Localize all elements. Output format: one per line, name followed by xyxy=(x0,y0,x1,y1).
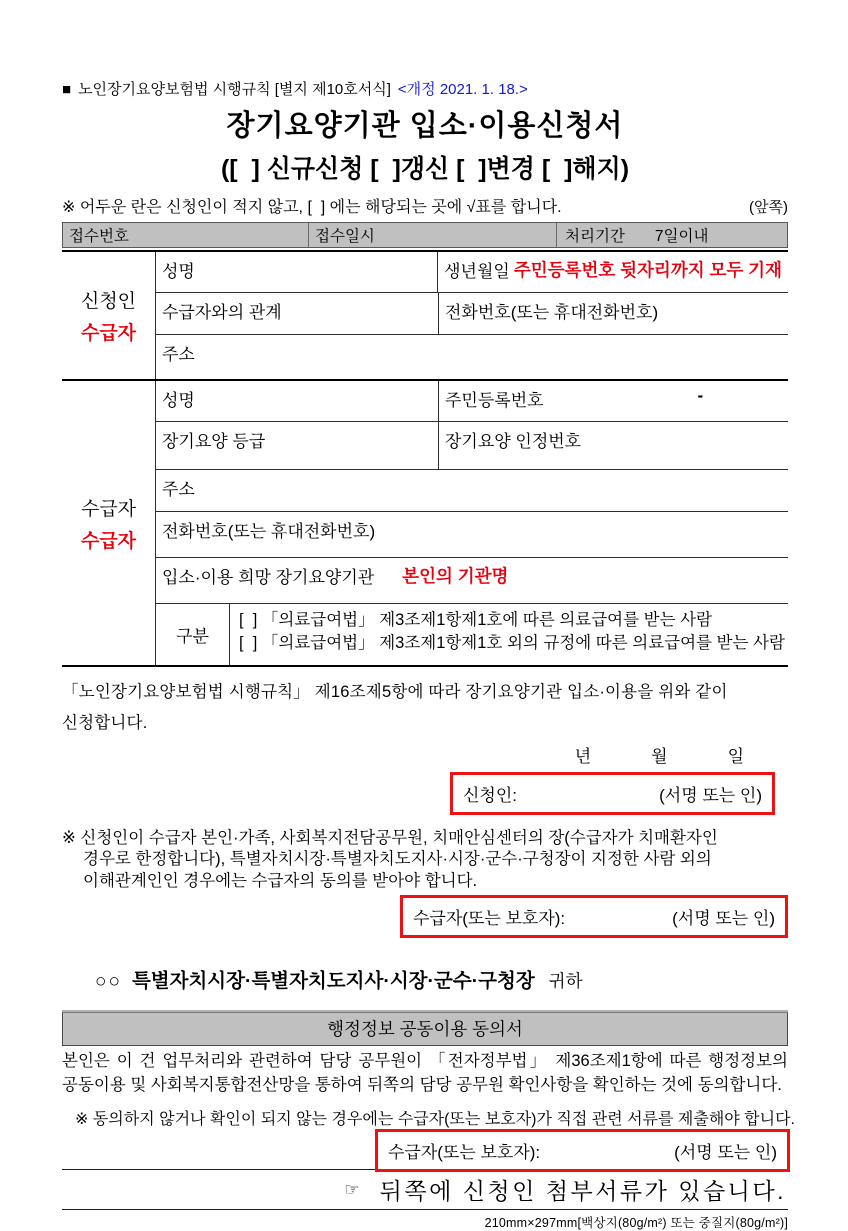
table-row xyxy=(156,381,788,421)
category-options-cell xyxy=(230,604,788,665)
declaration-note: ※ 신청인이 수급자 본인·가족, 사회복지전담공무원, 치매안심센터의 장(수급자가 치매환자인 경우로 한정합니다), 특별자치시장·특별자치도지사·시장·군수·구청장이 지정한 사람 외의 이해관계인인 경우에는 수급자의 동의를 받아야 합니다. xyxy=(62,829,718,890)
beneficiary-sign-box xyxy=(400,895,788,938)
applicant-sign-box xyxy=(450,772,775,815)
processing-period-cell xyxy=(557,224,787,246)
beneficiary-phone-cell: 전화번호(또는 휴대전화번호) xyxy=(162,522,376,541)
processing-period-value: 7일이내 xyxy=(654,228,709,245)
applicant-section xyxy=(62,252,788,379)
consent-sign-label: 수급자(또는 보호자): xyxy=(388,1143,541,1163)
beneficiary-section-label xyxy=(62,381,156,665)
relationship-cell: 수급자와의 관계 xyxy=(156,293,439,334)
beneficiary-name-cell: 성명 xyxy=(156,381,439,421)
table-row xyxy=(156,557,788,603)
applicant-label: 신청인 xyxy=(80,291,137,312)
form-type-selector: ([ ] 신규신청 [ ]갱신 [ ]변경 [ ]해지) xyxy=(220,155,630,183)
fill-instruction: ※ 어두운 란은 신청인이 적지 않고, [ ] 에는 해당되는 곳에 √표를 합니다. xyxy=(62,199,562,216)
year-label: 년 xyxy=(574,747,592,767)
revision-note: <개정 2021. 1. 18.> xyxy=(397,81,528,98)
beneficiary-address-cell: 주소 xyxy=(162,480,195,499)
applicant-birthdate-cell xyxy=(438,252,788,292)
resident-id-separator: - xyxy=(697,386,704,405)
category-option-1: [ ] 「의료급여법」 제3조제1항제1호에 따른 의료급여를 받는 사람 xyxy=(239,611,712,629)
consent-body: 본인은 이 건 업무처리와 관련하여 담당 공무원이 「전자정부법」 제36조제1항에 따른 행정정보의 공동이용 및 사회복지통합전산망을 통하여 뒤쪽의 담당 공무원 확인사항을 확인하는 것에 동의합니다. xyxy=(62,1052,788,1094)
beneficiary-section xyxy=(62,379,788,665)
applicant-name-cell: 성명 xyxy=(156,252,438,292)
application-table xyxy=(62,250,788,667)
paper-spec: 210mm×297mm[백상지(80g/m²) 또는 중질지(80g/m²)] xyxy=(484,1216,788,1231)
table-row xyxy=(156,421,788,469)
addressee-line xyxy=(62,965,788,993)
addressee-title: 특별자치시장·특별자치도지사·시장·군수·구청장 xyxy=(131,970,535,993)
day-label: 일 xyxy=(727,747,744,767)
month-label: 월 xyxy=(651,747,668,767)
receipt-datetime-cell: 접수일시 xyxy=(309,223,557,247)
category-option-2: [ ] 「의료급여법」 제3조제1항제1호 외의 규정에 따른 의료급여를 받는 사람 xyxy=(239,634,785,653)
page-side-label: (앞쪽) xyxy=(749,199,788,216)
resident-id-cell xyxy=(439,381,788,421)
care-cert-number-cell: 장기요양 인정번호 xyxy=(445,432,582,451)
category-label-cell: 구분 xyxy=(156,604,230,665)
beneficiary-fields xyxy=(156,381,788,665)
divider-line xyxy=(62,1209,788,1210)
regulation-line xyxy=(62,78,788,99)
applicant-section-label xyxy=(62,252,156,379)
table-row xyxy=(156,334,788,379)
table-row xyxy=(156,292,788,334)
desired-facility-label: 입소·이용 희망 장기요양기관 xyxy=(162,568,375,587)
instruction-row xyxy=(62,194,788,217)
beneficiary-label: 수급자 xyxy=(80,498,137,520)
category-row xyxy=(156,603,788,665)
date-line xyxy=(62,742,744,767)
desired-facility-cell xyxy=(156,558,788,603)
regulation-text: 노인장기요양보험법 시행규칙 [별지 제10호서식] xyxy=(78,81,391,98)
consent-disagree-note: ※ 동의하지 않거나 확인이 되지 않는 경우에는 수급자(또는 보호자)가 직접 관련 서류를 제출해야 합니다. xyxy=(75,1111,795,1129)
attachment-notice: 뒤쪽에 신청인 첨부서류가 있습니다. xyxy=(379,1178,786,1205)
addressee-prefix: ○○ xyxy=(95,971,122,993)
table-row xyxy=(156,469,788,511)
applicant-phone-cell: 전화번호(또는 휴대전화번호) xyxy=(445,303,659,322)
applicant-sign-suffix: (서명 또는 인) xyxy=(659,786,762,806)
care-grade-cell: 장기요양 등급 xyxy=(156,422,439,469)
beneficiary-label-annotation: 수급자 xyxy=(80,530,137,552)
receipt-header-row xyxy=(62,222,788,248)
consent-sign-suffix: (서명 또는 인) xyxy=(674,1143,777,1163)
applicant-fields xyxy=(156,252,788,379)
square-bullet-icon: ■ xyxy=(62,81,72,98)
desired-facility-annotation: 본인의 기관명 xyxy=(402,566,509,586)
consent-sign-box xyxy=(375,1129,790,1172)
declaration-statement: 「노인장기요양보험법 시행규칙」 제16조제5항에 따라 장기요양기관 입소·이용을 위와 같이 신청합니다. xyxy=(62,683,728,732)
applicant-label-annotation: 수급자 xyxy=(80,323,137,344)
applicant-address-cell: 주소 xyxy=(162,345,195,364)
consent-banner: 행정정보 공동이용 동의서 xyxy=(62,1013,788,1046)
beneficiary-sign-suffix: (서명 또는 인) xyxy=(672,909,775,929)
page-title: 장기요양기관 입소·이용신청서 xyxy=(226,110,624,142)
birthdate-annotation: 주민등록번호 뒷자리까지 모두 기재 xyxy=(513,260,782,280)
table-row xyxy=(156,511,788,557)
attachment-notice-line xyxy=(62,1173,786,1206)
table-row xyxy=(156,252,788,292)
applicant-sign-label: 신청인: xyxy=(463,786,517,806)
addressee-honorific: 귀하 xyxy=(548,971,583,992)
pointing-hand-icon: ☞ xyxy=(344,1179,360,1199)
resident-id-label: 주민등록번호 xyxy=(445,391,544,410)
birthdate-label: 생년월일 xyxy=(444,262,510,281)
processing-period-label: 처리기간 xyxy=(565,228,625,245)
receipt-number-cell: 접수번호 xyxy=(63,223,309,247)
beneficiary-sign-label: 수급자(또는 보호자): xyxy=(413,909,566,929)
